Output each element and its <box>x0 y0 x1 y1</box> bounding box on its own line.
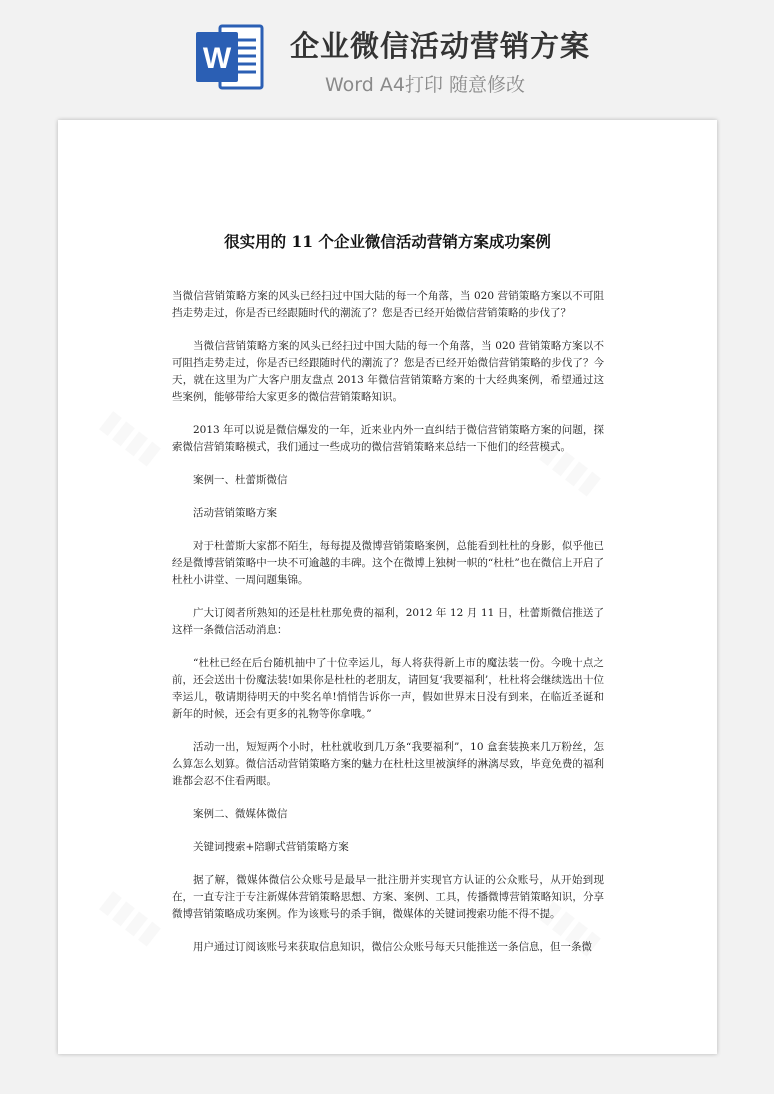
watermark: ▮▮▮▮ <box>94 403 168 472</box>
watermark: ▮▮▮▮ <box>94 883 168 952</box>
case-subheading: 关键词搜索+陪聊式营销策略方案 <box>193 841 349 853</box>
paragraph: 用户通过订阅该账号来获取信息知识，微信公众账号每天只能推送一条信息，但一条微 <box>193 941 592 953</box>
paragraph: 当微信营销策略方案的风头已经扫过中国大陆的每一个角落，当 020 营销策略方案以不可阻挡走势走过，你是否已经跟随时代的潮流了？您是否已经开始微信营销策略的步伐了？今天，就在这里为广大客户朋友盘点 2013 年微信营销策略方案的十大经典案例，希望通过这些案例，能够带给大家更多的微信营销策略知识。 <box>172 340 604 403</box>
case-heading: 案例二、微媒体微信 <box>193 808 288 820</box>
watermark: ▮▮▮▮ <box>534 893 608 962</box>
header-banner <box>0 0 774 110</box>
banner-title: 企业微信活动营销方案 <box>290 29 591 63</box>
case-subheading: 活动营销策略方案 <box>193 507 277 519</box>
word-document-icon <box>194 18 266 96</box>
document-page <box>58 120 717 1054</box>
document-title: 很实用的 11 个企业微信活动营销方案成功案例 <box>224 232 551 251</box>
paragraph: 当微信营销策略方案的风头已经扫过中国大陆的每一个角落，当 020 营销策略方案以不可阻挡走势走过，你是否已经跟随时代的潮流了？您是否已经开始微信营销策略的步伐了？ <box>172 290 604 319</box>
svg-text:W: W <box>202 42 232 75</box>
paragraph: 对于杜蕾斯大家都不陌生，每每提及微博营销策略案例，总能看到杜杜的身影，似乎他已经是微博营销策略中一块不可逾越的丰碑。这个在微博上独树一帜的“杜杜”也在微信上开启了杜杜小讲堂、一周问题集锦。 <box>172 540 604 586</box>
paragraph: 广大订阅者所熟知的还是杜杜那免费的福利，2012 年 12 月 11 日，杜蕾斯微信推送了这样一条微信活动消息： <box>172 607 604 636</box>
document-body <box>172 288 604 972</box>
paragraph: 2013 年可以说是微信爆发的一年，近来业内外一直纠结于微信营销策略方案的问题，探索微信营销策略模式，我们通过一些成功的微信营销策略来总结一下他们的经营模式。 <box>172 424 604 453</box>
paragraph: 活动一出，短短两个小时，杜杜就收到几万条“我要福利”，10 盒套装换来几万粉丝，怎么算怎么划算。微信活动营销策略方案的魅力在杜杜这里被演绎的淋漓尽致，毕竟免费的福利谁都会忍不住看两眼。 <box>172 741 604 787</box>
paragraph: 据了解，微媒体微信公众账号是最早一批注册并实现官方认证的公众账号，从开始到现在，一直专注于专注新媒体营销策略思想、方案、案例、工具，传播微博营销策略知识，分享微博营销策略成功案例。作为该账号的杀手锏，微媒体的关键词搜索功能不得不提。 <box>172 874 604 920</box>
watermark: ▮▮▮▮ <box>534 433 608 502</box>
banner-subtitle: Word A4打印 随意修改 <box>325 74 526 96</box>
case-heading: 案例一、杜蕾斯微信 <box>193 474 288 486</box>
quote-paragraph: “杜杜已经在后台随机抽中了十位幸运儿，每人将获得新上市的魔法装一份。今晚十点之前，还会送出十份魔法装!如果你是杜杜的老朋友，请回复‘我要福利’，杜杜将会继续选出十位幸运儿，敬请期待明天的中奖名单!悄悄告诉你一声，假如世界末日没有到来，在临近圣诞和新年的时候，还会有更多的礼物等你拿哦。” <box>172 657 604 720</box>
